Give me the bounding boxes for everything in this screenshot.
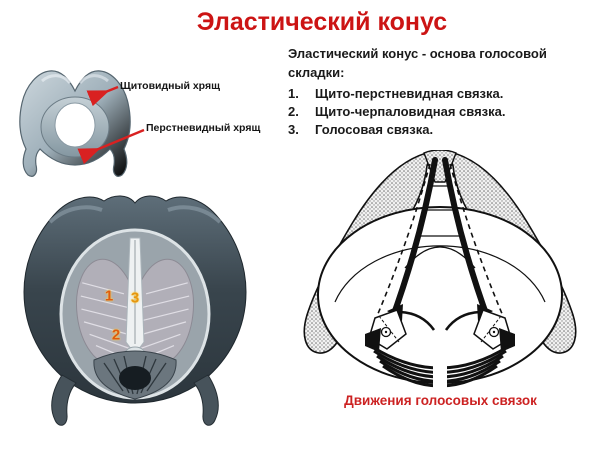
larynx-figure <box>10 192 260 438</box>
ligament-list <box>288 85 594 138</box>
list-item <box>288 121 594 138</box>
list-item <box>288 103 594 120</box>
marker-1: 1 <box>104 287 114 305</box>
larynx-illustration <box>10 192 260 438</box>
list-item-text: Щито-черпаловидная связка. <box>315 104 506 119</box>
description-block <box>288 44 594 138</box>
marker-3: 3 <box>130 289 140 307</box>
interarytenoid-opening <box>119 366 151 390</box>
list-item-text: Щито-перстневидная связка. <box>315 86 504 101</box>
left-horn <box>52 375 76 425</box>
callout-arrows <box>10 55 280 187</box>
vocal-movement-drawing <box>283 150 598 390</box>
list-item-number: 2. <box>288 104 299 119</box>
description-heading: Эластический конус - основа голосовой складки: <box>288 46 547 80</box>
marker-2: 2 <box>111 326 121 344</box>
right-horn <box>194 375 218 425</box>
list-item <box>288 85 594 102</box>
vocal-movement-figure <box>283 150 598 420</box>
cricoid-label: Перстневидный хрящ <box>146 122 261 134</box>
inner-ring <box>318 207 562 383</box>
list-item-text: Голосовая связка. <box>315 122 434 137</box>
page-title: Эластический конус <box>196 8 448 36</box>
list-item-number: 1. <box>288 86 299 101</box>
figure-caption: Движения голосовых связок <box>344 393 537 408</box>
thyroid-arrow <box>93 87 118 97</box>
cricoid-arrow <box>84 130 144 155</box>
cartilage-figure <box>10 55 280 187</box>
thyroid-label: Щитовидный хрящ <box>120 80 220 92</box>
list-item-number: 3. <box>288 122 299 137</box>
bowl-center-gap <box>433 362 447 388</box>
